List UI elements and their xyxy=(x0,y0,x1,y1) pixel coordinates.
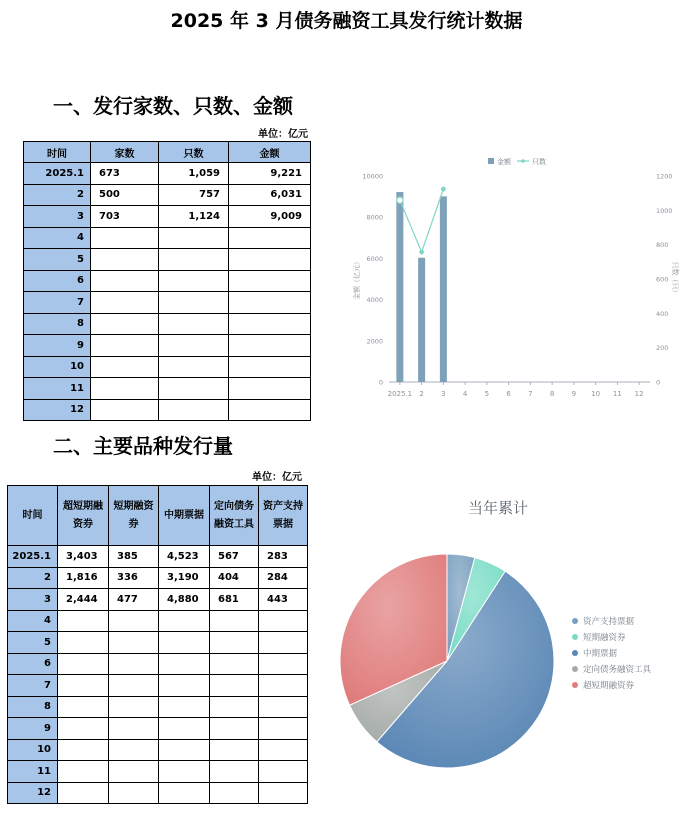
issuance-table-value-cell xyxy=(159,249,229,271)
issuance-table xyxy=(23,141,311,421)
product-table-value-cell: 3,403 xyxy=(58,546,109,568)
issuance-table-row xyxy=(24,206,311,228)
pie-legend-label: 短期融资券 xyxy=(583,633,626,643)
issuance-table-header-row xyxy=(24,142,311,163)
issuance-table-time-cell: 12 xyxy=(24,399,91,421)
product-table-value-cell: 283 xyxy=(259,546,308,568)
y-left-tick-label: 8000 xyxy=(366,213,383,222)
issuance-table-header-cell: 家数 xyxy=(91,142,159,163)
product-table-header-cell: 中期票据 xyxy=(159,486,210,546)
product-table-time-cell: 5 xyxy=(8,632,58,654)
issuance-table-value-cell xyxy=(229,270,311,292)
product-table-row xyxy=(8,761,308,783)
page-title: 2025 年 3 月债务融资工具发行统计数据 xyxy=(170,10,523,32)
product-table-value-cell xyxy=(58,610,109,632)
x-tick-label: 2025.1 xyxy=(387,390,413,398)
product-table-value-cell xyxy=(159,632,210,654)
product-table-value-cell xyxy=(259,675,308,697)
product-table-time-cell: 9 xyxy=(8,718,58,740)
product-table-time-cell: 7 xyxy=(8,675,58,697)
product-table-value-cell xyxy=(159,610,210,632)
x-tick-label: 2 xyxy=(419,390,424,398)
product-table-value-cell xyxy=(259,761,308,783)
product-table-value-cell: 404 xyxy=(210,567,259,589)
product-table-time-cell: 2025.1 xyxy=(8,546,58,568)
issuance-table-value-cell: 703 xyxy=(91,206,159,228)
product-table-value-cell xyxy=(58,675,109,697)
product-table-header-cell: 资产支持票据 xyxy=(259,486,308,546)
product-table-header-cell: 短期融资券 xyxy=(109,486,159,546)
y-left-axis-label: 金额（亿元） xyxy=(353,258,361,300)
product-table-time-cell: 10 xyxy=(8,739,58,761)
issuance-table-value-cell xyxy=(91,313,159,335)
y-right-axis-label: 只数（只） xyxy=(671,261,679,297)
product-table-row xyxy=(8,653,308,675)
issuance-table-row xyxy=(24,356,311,378)
x-tick-label: 9 xyxy=(571,390,577,398)
pie-legend-marker xyxy=(572,650,578,656)
issuance-table-row xyxy=(24,313,311,335)
product-table-value-cell xyxy=(109,718,159,740)
y-right-tick-label: 800 xyxy=(656,241,669,250)
product-table-value-cell: 1,816 xyxy=(58,567,109,589)
product-table-value-cell xyxy=(58,739,109,761)
legend-swatch-amount xyxy=(488,158,494,164)
issuance-table-time-cell: 5 xyxy=(24,249,91,271)
issuance-table-time-cell: 6 xyxy=(24,270,91,292)
product-table-value-cell xyxy=(159,761,210,783)
issuance-table-value-cell xyxy=(229,356,311,378)
y-left-tick-label: 0 xyxy=(378,378,383,387)
issuance-table-row xyxy=(24,249,311,271)
x-tick-label: 5 xyxy=(484,390,490,398)
issuance-table-value-cell xyxy=(159,270,229,292)
product-table-value-cell xyxy=(109,739,159,761)
issuance-table-value-cell xyxy=(229,399,311,421)
y-left-tick-label: 2000 xyxy=(366,337,383,346)
issuance-table-row xyxy=(24,292,311,314)
y-right-tick-label: 400 xyxy=(656,309,669,318)
pie-legend-label: 资产支持票据 xyxy=(583,617,635,627)
product-table-value-cell xyxy=(259,610,308,632)
y-left-tick-label: 4000 xyxy=(366,296,383,305)
pie-legend-label: 定向债务融资工具 xyxy=(583,665,652,675)
issuance-table-row xyxy=(24,184,311,206)
product-table-row xyxy=(8,546,308,568)
issuance-table-value-cell: 1,124 xyxy=(159,206,229,228)
point-count xyxy=(397,197,403,203)
issuance-table-value-cell xyxy=(229,378,311,400)
product-table-value-cell: 385 xyxy=(109,546,159,568)
y-right-tick-label: 1200 xyxy=(656,172,673,181)
product-table-value-cell: 681 xyxy=(210,589,259,611)
product-table-value-cell: 477 xyxy=(109,589,159,611)
product-table-value-cell: 3,190 xyxy=(159,567,210,589)
issuance-table-value-cell xyxy=(229,313,311,335)
product-table-value-cell xyxy=(210,739,259,761)
issuance-table-value-cell xyxy=(91,356,159,378)
issuance-table-value-cell xyxy=(91,399,159,421)
issuance-table-time-cell: 4 xyxy=(24,227,91,249)
product-table-value-cell xyxy=(109,675,159,697)
y-right-tick-label: 600 xyxy=(656,275,669,284)
issuance-table-time-cell: 11 xyxy=(24,378,91,400)
issuance-table-row xyxy=(24,378,311,400)
annual-pie-chart xyxy=(330,490,693,790)
product-table-value-cell xyxy=(58,761,109,783)
pie-legend-marker xyxy=(572,618,578,624)
product-table-time-cell: 11 xyxy=(8,761,58,783)
product-table xyxy=(7,485,308,804)
product-table-row xyxy=(8,589,308,611)
issuance-table-row xyxy=(24,335,311,357)
issuance-table-value-cell xyxy=(229,249,311,271)
legend-marker-count xyxy=(521,159,525,163)
section2-unit: 单位：亿元 xyxy=(252,472,302,483)
product-table-value-cell: 336 xyxy=(109,567,159,589)
x-tick-label: 11 xyxy=(612,390,622,398)
product-table-value-cell xyxy=(58,653,109,675)
issuance-table-value-cell xyxy=(159,378,229,400)
issuance-table-value-cell: 9,221 xyxy=(229,163,311,185)
issuance-table-time-cell: 8 xyxy=(24,313,91,335)
issuance-table-header-cell: 时间 xyxy=(24,142,91,163)
x-tick-label: 10 xyxy=(591,390,601,398)
issuance-table-value-cell: 673 xyxy=(91,163,159,185)
x-tick-label: 7 xyxy=(528,390,533,398)
product-table-value-cell: 284 xyxy=(259,567,308,589)
product-table-value-cell: 443 xyxy=(259,589,308,611)
issuance-combo-chart xyxy=(340,150,693,410)
issuance-table-value-cell xyxy=(159,292,229,314)
product-table-value-cell: 567 xyxy=(210,546,259,568)
legend-label-amount: 金额 xyxy=(497,158,511,166)
product-table-value-cell xyxy=(159,653,210,675)
issuance-table-row xyxy=(24,399,311,421)
chart-legend xyxy=(488,157,546,166)
issuance-table-time-cell: 9 xyxy=(24,335,91,357)
product-table-value-cell xyxy=(109,610,159,632)
product-table-value-cell xyxy=(58,696,109,718)
product-table-row xyxy=(8,718,308,740)
issuance-table-value-cell xyxy=(91,292,159,314)
issuance-table-value-cell xyxy=(229,292,311,314)
issuance-table-row xyxy=(24,270,311,292)
issuance-table-header-cell: 只数 xyxy=(159,142,229,163)
issuance-table-value-cell xyxy=(159,313,229,335)
product-table-value-cell xyxy=(210,675,259,697)
issuance-table-value-cell: 500 xyxy=(91,184,159,206)
product-table-time-cell: 3 xyxy=(8,589,58,611)
line-count-series xyxy=(400,189,444,252)
product-table-row xyxy=(8,739,308,761)
legend-label-count: 只数 xyxy=(532,158,546,166)
issuance-table-value-cell xyxy=(91,227,159,249)
product-table-value-cell xyxy=(259,653,308,675)
bar-amount xyxy=(440,196,447,382)
product-table-row xyxy=(8,675,308,697)
point-count xyxy=(420,250,424,254)
x-tick-label: 12 xyxy=(634,390,644,398)
product-table-value-cell xyxy=(159,718,210,740)
product-table-value-cell xyxy=(159,675,210,697)
pie-legend-marker xyxy=(572,682,578,688)
issuance-table-value-cell xyxy=(159,356,229,378)
product-table-time-cell: 8 xyxy=(8,696,58,718)
product-table-value-cell xyxy=(210,761,259,783)
product-table-value-cell xyxy=(259,718,308,740)
product-table-value-cell xyxy=(259,782,308,804)
pie-legend-marker xyxy=(572,634,578,640)
product-table-time-cell: 12 xyxy=(8,782,58,804)
point-count xyxy=(442,187,446,191)
product-table-row xyxy=(8,610,308,632)
product-table-value-cell xyxy=(159,739,210,761)
product-table-value-cell xyxy=(58,718,109,740)
product-table-value-cell: 4,880 xyxy=(159,589,210,611)
issuance-table-row xyxy=(24,227,311,249)
pie-legend-marker xyxy=(572,666,578,672)
issuance-table-time-cell: 2025.1 xyxy=(24,163,91,185)
issuance-table-value-cell xyxy=(91,249,159,271)
issuance-table-time-cell: 10 xyxy=(24,356,91,378)
issuance-table-value-cell xyxy=(159,335,229,357)
product-table-value-cell xyxy=(58,632,109,654)
product-table-value-cell xyxy=(210,782,259,804)
product-table-value-cell xyxy=(109,696,159,718)
product-table-header-row xyxy=(8,486,308,546)
product-table-row xyxy=(8,632,308,654)
product-table-header-cell: 时间 xyxy=(8,486,58,546)
product-table-time-cell: 4 xyxy=(8,610,58,632)
issuance-table-value-cell xyxy=(91,378,159,400)
product-table-value-cell: 2,444 xyxy=(58,589,109,611)
product-table-header-cell: 超短期融资券 xyxy=(58,486,109,546)
product-table-row xyxy=(8,782,308,804)
issuance-table-header-cell: 金额 xyxy=(229,142,311,163)
issuance-table-value-cell: 9,009 xyxy=(229,206,311,228)
x-tick-label: 6 xyxy=(506,390,511,398)
product-table-value-cell xyxy=(159,696,210,718)
y-right-tick-label: 1000 xyxy=(656,206,673,215)
product-table-row xyxy=(8,696,308,718)
issuance-table-time-cell: 2 xyxy=(24,184,91,206)
product-table-header-cell: 定向债务融资工具 xyxy=(210,486,259,546)
x-tick-label: 4 xyxy=(462,390,468,398)
issuance-table-row xyxy=(24,163,311,185)
section1-unit: 单位：亿元 xyxy=(258,129,308,140)
product-table-value-cell xyxy=(210,632,259,654)
x-tick-label: 3 xyxy=(441,390,446,398)
issuance-table-value-cell: 1,059 xyxy=(159,163,229,185)
issuance-table-value-cell xyxy=(91,270,159,292)
issuance-table-value-cell xyxy=(229,335,311,357)
product-table-value-cell xyxy=(259,632,308,654)
pie-legend-label: 超短期融资券 xyxy=(583,681,635,691)
product-table-value-cell xyxy=(259,739,308,761)
product-table-value-cell xyxy=(159,782,210,804)
issuance-table-value-cell: 757 xyxy=(159,184,229,206)
product-table-value-cell xyxy=(210,718,259,740)
pie-title: 当年累计 xyxy=(467,499,529,517)
product-table-time-cell: 6 xyxy=(8,653,58,675)
issuance-table-value-cell xyxy=(159,227,229,249)
product-table-row xyxy=(8,567,308,589)
product-table-value-cell xyxy=(210,653,259,675)
issuance-table-time-cell: 7 xyxy=(24,292,91,314)
product-table-value-cell xyxy=(109,653,159,675)
issuance-table-value-cell xyxy=(159,399,229,421)
issuance-table-value-cell xyxy=(91,335,159,357)
issuance-table-value-cell xyxy=(229,227,311,249)
product-table-value-cell xyxy=(109,782,159,804)
y-left-tick-label: 6000 xyxy=(366,254,383,263)
issuance-table-value-cell: 6,031 xyxy=(229,184,311,206)
y-right-tick-label: 200 xyxy=(656,344,669,353)
product-table-time-cell: 2 xyxy=(8,567,58,589)
product-table-value-cell xyxy=(109,761,159,783)
product-table-value-cell xyxy=(259,696,308,718)
product-table-value-cell: 4,523 xyxy=(159,546,210,568)
product-table-value-cell xyxy=(210,610,259,632)
bar-amount xyxy=(418,258,425,382)
x-tick-label: 8 xyxy=(549,390,555,398)
product-table-value-cell xyxy=(109,632,159,654)
section1-title: 一、发行家数、只数、金额 xyxy=(53,94,293,118)
product-table-value-cell xyxy=(210,696,259,718)
section2-title: 二、主要品种发行量 xyxy=(53,434,233,458)
product-table-value-cell xyxy=(58,782,109,804)
pie-legend-label: 中期票据 xyxy=(583,649,618,659)
bar-amount xyxy=(396,192,403,382)
issuance-table-time-cell: 3 xyxy=(24,206,91,228)
y-right-tick-label: 0 xyxy=(656,378,661,387)
y-left-tick-label: 10000 xyxy=(362,172,383,181)
